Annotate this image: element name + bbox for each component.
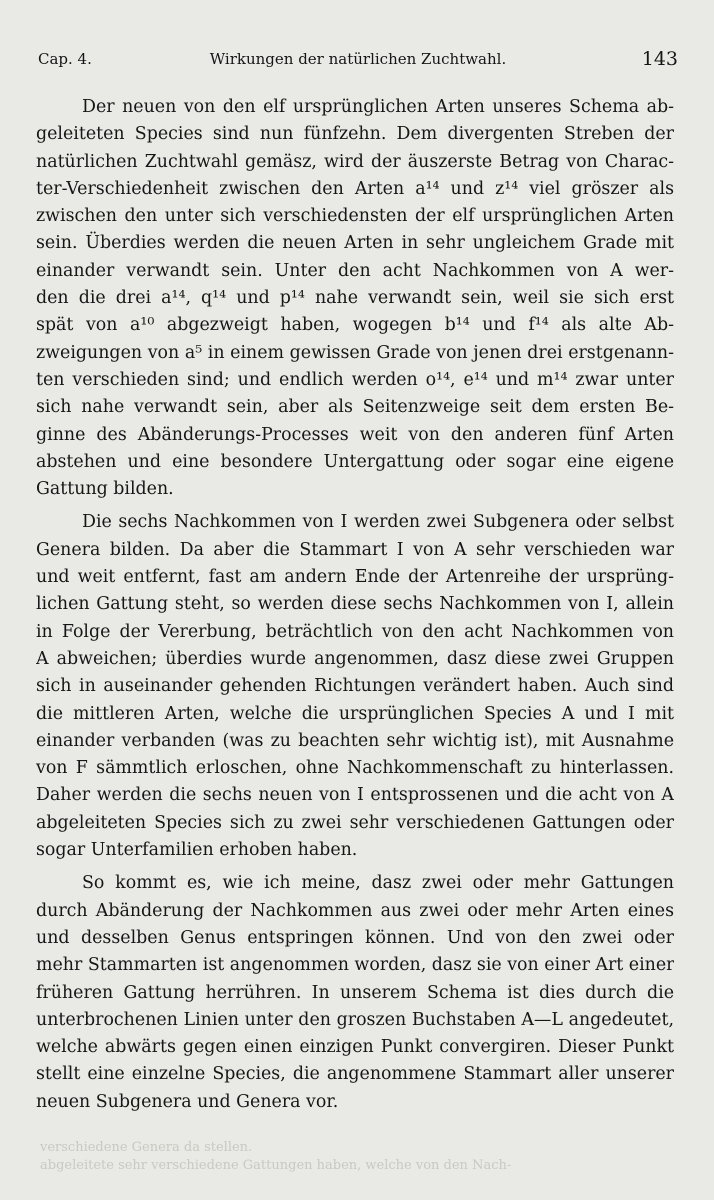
text-line: lichen Gattung steht, so werden diese sechs Nachkommen von I, allein [36,594,674,615]
text-line: früheren Gattung herrühren. In unserem Schema ist dies durch die [36,982,674,1003]
paragraph [36,94,674,503]
paragraph [36,509,674,864]
text-line: spät von a¹⁰ abgezweigt haben, wogegen b¹⁴ und f¹⁴ als alte Ab- [36,315,674,336]
text-line: geleiteten Species sind nun fünfzehn. Dem divergenten Streben der [36,124,674,145]
text-line: sogar Unterfamilien erhoben haben. [36,840,358,861]
text-line: und weit entfernt, fast am andern Ende der Artenreihe der ursprüng- [36,567,674,588]
text-line: einander verwandt sein. Unter den acht Nachkommen von A wer- [36,260,674,281]
text-line: durch Abänderung der Nachkommen aus zwei oder mehr Arten eines [36,900,674,921]
running-title: Wirkungen der natürlichen Zuchtwahl. [209,50,507,68]
paragraph [36,870,674,1116]
text-line: Die sechs Nachkommen von I werden zwei Subgenera oder selbst [82,512,674,533]
page-number: 143 [641,48,678,70]
text-line: die mittleren Arten, welche die ursprünglichen Species A und I mit [36,703,674,724]
text-line: natürlichen Zuchtwahl gemäsz, wird der äuszerste Betrag von Charac- [36,151,674,172]
text-line: zweigungen von a⁵ in einem gewissen Grade von jenen drei erstgenann- [36,342,674,363]
chapter-label: Cap. 4. [38,50,92,68]
text-line: den die drei a¹⁴, q¹⁴ und p¹⁴ nahe verwandt sein, weil sie sich erst [36,288,674,309]
text-line: mehr Stammarten ist angenommen worden, dasz sie von einer Art einer [36,955,674,976]
text-line: sich in auseinander gehenden Richtungen verändert haben. Auch sind [36,676,674,697]
text-line: zwischen den unter sich verschiedensten der elf ursprünglichen Arten [36,206,674,227]
text-line: unterbrochenen Linien unter den groszen Buchstaben A—L angedeutet, [36,1009,674,1030]
text-line: einander verbanden (was zu beachten sehr wichtig ist), mit Ausnahme [36,730,674,751]
body-text [36,94,674,1116]
text-line: neuen Subgenera und Genera vor. [36,1091,339,1112]
text-line: Der neuen von den elf ursprünglichen Arten unseres Schema ab- [82,97,674,117]
text-line: sein. Überdies werden die neuen Arten in sehr ungleichem Grade mit [36,233,674,254]
text-line: ter-Verschiedenheit zwischen den Arten a¹⁴ und z¹⁴ viel gröszer als [36,178,674,199]
text-line: A abweichen; überdies wurde angenommen, dasz diese zwei Gruppen [36,648,674,669]
text-line: sich nahe verwandt sein, aber als Seitenzweige seit dem ersten Be- [36,397,674,418]
text-line: Daher werden die sechs neuen von I entsprossenen und die acht von A [36,785,674,806]
text-line: in Folge der Vererbung, beträchtlich von den acht Nachkommen von [36,621,674,642]
text-line: Genera bilden. Da aber die Stammart I von A sehr verschieden war [36,539,674,560]
text-line: welche abwärts gegen einen einzigen Punkt convergiren. Dieser Punkt [36,1037,674,1058]
text-line: abstehen und eine besondere Untergattung oder sogar eine eigene [36,451,674,472]
text-line: stellt eine einzelne Species, die angenommene Stammart aller unserer [36,1064,674,1085]
text-line: ginne des Abänderungs-Processes weit von den anderen fünf Arten [36,424,674,445]
text-line: ten verschieden sind; und endlich werden o¹⁴, e¹⁴ und m¹⁴ zwar unter [36,369,674,390]
text-line: von F sämmtlich erloschen, ohne Nachkommenschaft zu hinterlassen. [36,758,674,779]
bleed-through-line: abgeleitete sehr verschiedene Gattungen haben, welche von den Nach- [40,1158,512,1173]
running-head [38,48,678,74]
text-line: und desselben Genus entspringen können. Und von den zwei oder [36,927,674,948]
bleed-through-line: verschiedene Genera da stellen. [40,1140,253,1155]
text-line: abgeleiteten Species sich zu zwei sehr verschiedenen Gattungen oder [36,812,674,833]
text-line: So kommt es, wie ich meine, dasz zwei oder mehr Gattungen [82,873,674,894]
text-line: Gattung bilden. [36,479,174,500]
